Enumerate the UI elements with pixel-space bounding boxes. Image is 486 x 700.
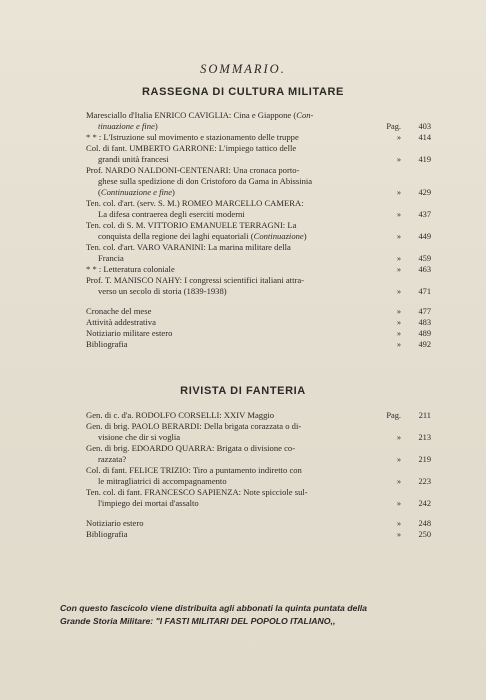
page-label: » [396, 265, 401, 274]
page-label: » [396, 287, 401, 296]
section-heading-cultura-militare: RASSEGNA DI CULTURA MILITARE [142, 86, 344, 98]
page-label: Pag. [386, 122, 401, 131]
page-label: » [396, 530, 401, 539]
page-number: 213 [418, 433, 431, 442]
page-number: 429 [418, 188, 431, 197]
toc-entry: Bibliografia » 250 [86, 529, 431, 539]
page-number: 211 [418, 411, 431, 420]
page-label: » [396, 188, 401, 197]
page-number: 483 [418, 318, 431, 327]
toc-entry: Notiziario militare estero » 489 [86, 328, 431, 338]
page-label: » [396, 318, 401, 327]
toc-entry: Gen. di brig. EDOARDO QUARRA: Brigata o divisione co- razzata? » 219 [86, 443, 431, 464]
page-label: » [396, 433, 401, 442]
page-label: » [396, 254, 401, 263]
page-number: 219 [418, 455, 431, 464]
page-number: 489 [418, 329, 431, 338]
page-label: » [396, 329, 401, 338]
page-number: 471 [418, 287, 431, 296]
toc-entry: Notiziario estero » 248 [86, 518, 431, 528]
toc-entry: Gen. di c. d'a. RODOLFO CORSELLI: XXIV Maggio Pag. 211 [86, 410, 431, 420]
page-label: » [396, 455, 401, 464]
page-number: 223 [418, 477, 431, 486]
toc-entry: Maresciallo d'Italia ENRICO CAVIGLIA: Cina e Giappone (Con- tinuazione e fine) Pag. 403 [86, 110, 431, 131]
page-number: 248 [418, 519, 431, 528]
section-heading-rivista-fanteria: RIVISTA DI FANTERIA [180, 385, 306, 397]
page-number: 477 [418, 307, 431, 316]
page-number: 414 [418, 133, 431, 142]
page-number: 403 [418, 122, 431, 131]
page-label: » [396, 477, 401, 486]
page-number: 492 [418, 340, 431, 349]
page-label: » [396, 133, 401, 142]
toc-list-rivista-fanteria [86, 410, 431, 540]
toc-entry: Bibliografia » 492 [86, 339, 431, 349]
distribution-notice: Con questo fascicolo viene distribuita agli abbonati la quinta puntata della Grande Storia Militare: "I FASTI MILITARI DEL POPOLO ITALIANO,, [60, 603, 367, 626]
page-number: 449 [418, 232, 431, 241]
page-title: SOMMARIO. [200, 62, 286, 76]
toc-entry: Prof. T. MANISCO NAHY: I congressi scientifici italiani attra- verso un secolo di storia (1839-1938) » 471 [86, 275, 431, 296]
toc-entry: * * : Letteratura coloniale » 463 [86, 264, 431, 274]
toc-entry: * * : L'Istruzione sul movimento e stazionamento delle truppe » 414 [86, 132, 431, 142]
page-number: 459 [418, 254, 431, 263]
page-label: » [396, 210, 401, 219]
page-number: 419 [418, 155, 431, 164]
toc-entry: Col. di fant. UMBERTO GARRONE: L'impiego tattico delle grandi unità francesi » 419 [86, 143, 431, 164]
toc-entry: Gen. di brig. PAOLO BERARDI: Della brigata corazzata o di- visione che dir si voglia » 213 [86, 421, 431, 442]
page-label: » [396, 307, 401, 316]
page-number: 463 [418, 265, 431, 274]
toc-entry: Ten. col. di fant. FRANCESCO SAPIENZA: Note spicciole sul- l'impiego dei mortai d'assalto » 242 [86, 487, 431, 508]
page-label: Pag. [386, 411, 401, 420]
page-label: » [396, 340, 401, 349]
page-number: 250 [418, 530, 431, 539]
toc-entry: Prof. NARDO NALDONI-CENTENARI: Una cronaca porto- ghese sulla spedizione di don Cristoforo da Gama in Abissinia (Continuazione e fine) » 429 [86, 165, 431, 197]
toc-entry: Attività addestrativa » 483 [86, 317, 431, 327]
toc-entry: Ten. col. d'art. VARO VARANINI: La marina militare della Francia » 459 [86, 242, 431, 263]
toc-entry: Ten. col. d'art. (serv. S. M.) ROMEO MARCELLO CAMERA: La difesa contraerea degli eserciti moderni » 437 [86, 198, 431, 219]
toc-entry: Ten. col. di S. M. VITTORIO EMANUELE TERRAGNI: La conquista della regione dei laghi equatoriali (Continuazione) » 449 [86, 220, 431, 241]
toc-entry: Cronache del mese » 477 [86, 306, 431, 316]
page-label: » [396, 519, 401, 528]
toc-list-cultura-militare [86, 110, 431, 350]
toc-entry: Col. di fant. FELICE TRIZIO: Tiro a puntamento indiretto con le mitragliatrici di accompagnamento » 223 [86, 465, 431, 486]
page-label: » [396, 155, 401, 164]
page-label: » [396, 232, 401, 241]
page-label: » [396, 499, 401, 508]
page-number: 437 [418, 210, 431, 219]
page-number: 242 [418, 499, 431, 508]
